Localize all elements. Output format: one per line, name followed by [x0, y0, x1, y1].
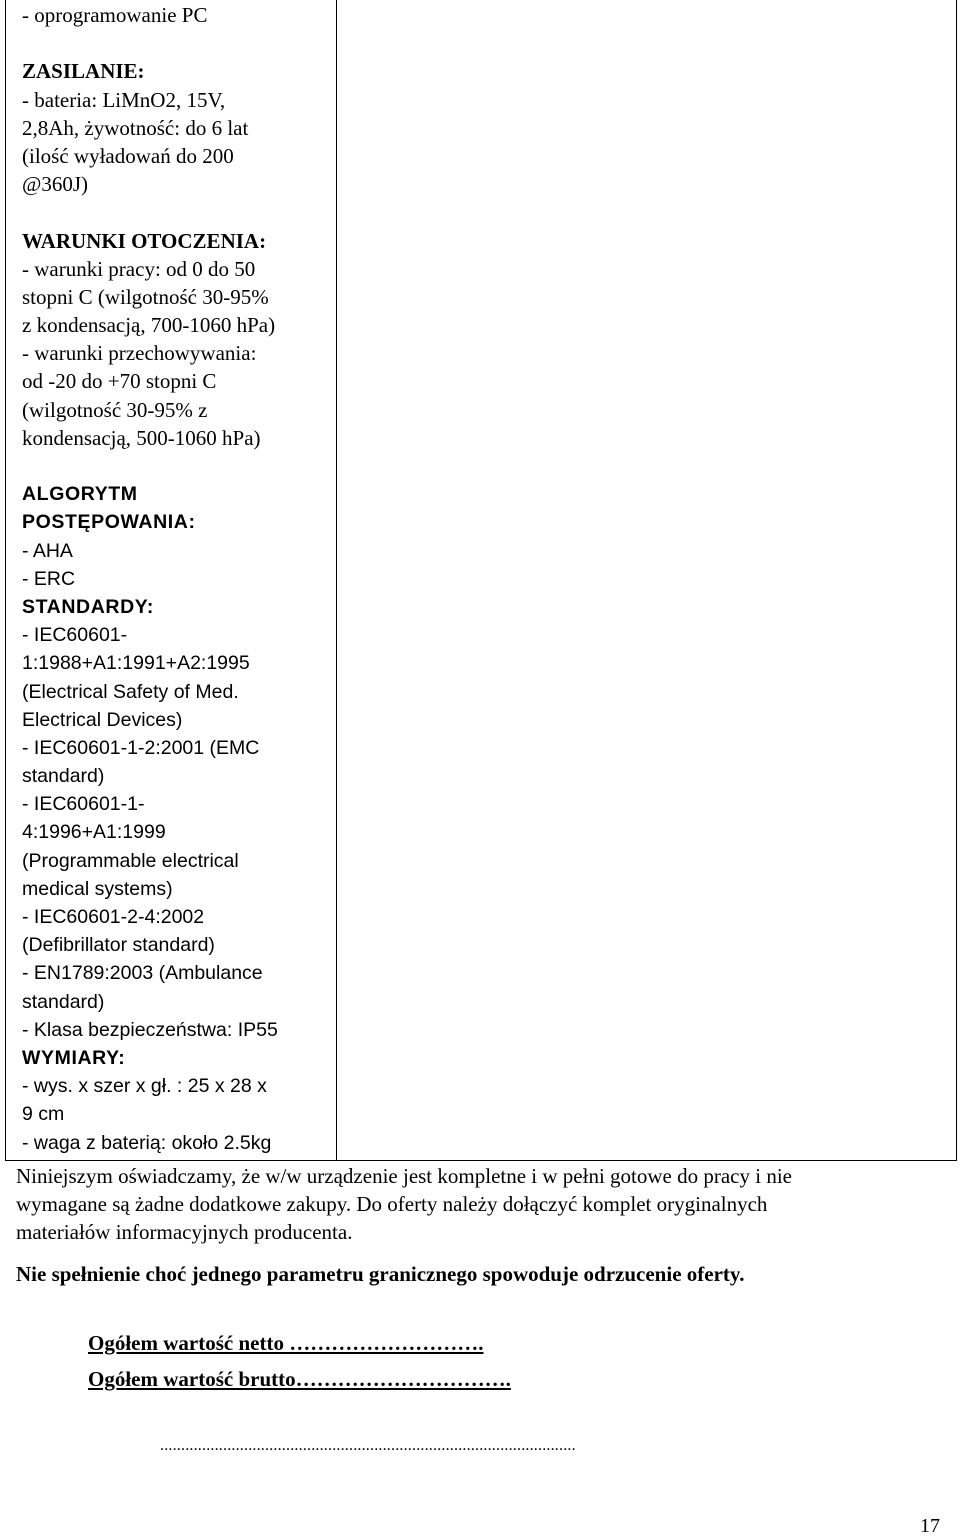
spec-line: 1:1988+A1:1991+A2:1995 [22, 652, 250, 675]
spec-cell [22, 1, 332, 1157]
spacer [22, 29, 332, 57]
declaration-line: Niniejszym oświadczamy, że w/w urządzenie jest kompletne i w pełni gotowe do pracy i nie [16, 1164, 792, 1188]
spec-line: - Klasa bezpieczeństwa: IP55 [22, 1018, 278, 1041]
spec-line: stopni C (wilgotność 30-95% [22, 284, 269, 309]
spacer [22, 198, 332, 226]
spec-line: medical systems) [22, 877, 173, 900]
section-heading: WYMIARY: [22, 1046, 126, 1069]
spec-line: - wys. x szer x gł. : 25 x 28 x [22, 1075, 267, 1098]
column-divider [336, 0, 337, 1161]
total-net: Ogółem wartość netto ………………………. [88, 1331, 484, 1355]
spec-line: Electrical Devices) [22, 708, 183, 731]
spec-line: standard) [22, 990, 105, 1013]
spec-line: 9 cm [22, 1103, 65, 1126]
spec-line: z kondensacją, 700-1060 hPa) [22, 313, 276, 338]
spec-line: - waga z baterią: około 2.5kg [22, 1131, 272, 1154]
declaration-line: wymagane są żadne dodatkowe zakupy. Do oferty należy dołączyć komplet oryginalnych [16, 1192, 768, 1217]
declaration [16, 1162, 946, 1247]
spec-line: - AHA [22, 539, 73, 562]
spec-line: - IEC60601-2-4:2002 [22, 906, 205, 928]
section-heading: WARUNKI OTOCZENIA: [22, 228, 267, 253]
spec-line: - warunki przechowywania: [22, 341, 257, 366]
spec-line: 4:1996+A1:1999 [22, 821, 166, 844]
spec-line: @360J) [22, 172, 89, 197]
spec-line: 2,8Ah, żywotność: do 6 lat [22, 115, 249, 140]
spec-line: (wilgotność 30-95% z [22, 397, 208, 422]
spec-line: - bateria: LiMnO2, 15V, [22, 87, 226, 112]
spec-line: - IEC60601-1-2:2001 (EMC [22, 736, 260, 759]
spec-line: (Electrical Safety of Med. [22, 680, 239, 703]
spec-line: - warunki pracy: od 0 do 50 [22, 256, 256, 281]
section-heading: ZASILANIE: [22, 59, 145, 84]
spec-line: - IEC60601-1- [22, 793, 145, 816]
section-heading: STANDARDY: [22, 595, 155, 618]
declaration-line: materiałów informacyjnych producenta. [16, 1220, 353, 1245]
spec-line: - IEC60601- [22, 624, 128, 647]
spec-line: - ERC [22, 567, 76, 590]
section-heading: POSTĘPOWANIA: [22, 511, 196, 534]
spec-line: - EN1789:2003 (Ambulance [22, 962, 263, 985]
spec-line: (ilość wyładowań do 200 [22, 143, 234, 168]
rejection-warning: Nie spełnienie choć jednego parametru granicznego spowoduje odrzucenie oferty. [16, 1262, 745, 1286]
signature-line: ................................................................................................... [160, 1437, 576, 1454]
section-heading: ALGORYTM [22, 483, 138, 506]
spec-line: (Programmable electrical [22, 849, 239, 872]
spec-line: (Defibrillator standard) [22, 934, 215, 957]
spec-table [5, 0, 957, 1161]
page-number: 17 [920, 1515, 940, 1537]
spec-line: kondensacją, 500-1060 hPa) [22, 425, 261, 450]
spec-line: od -20 do +70 stopni C [22, 369, 217, 394]
totals [88, 1325, 511, 1397]
spec-line: standard) [22, 765, 105, 788]
total-gross: Ogółem wartość brutto…………………………. [88, 1367, 511, 1391]
spec-line: - oprogramowanie PC [22, 3, 208, 27]
spacer [22, 452, 332, 480]
